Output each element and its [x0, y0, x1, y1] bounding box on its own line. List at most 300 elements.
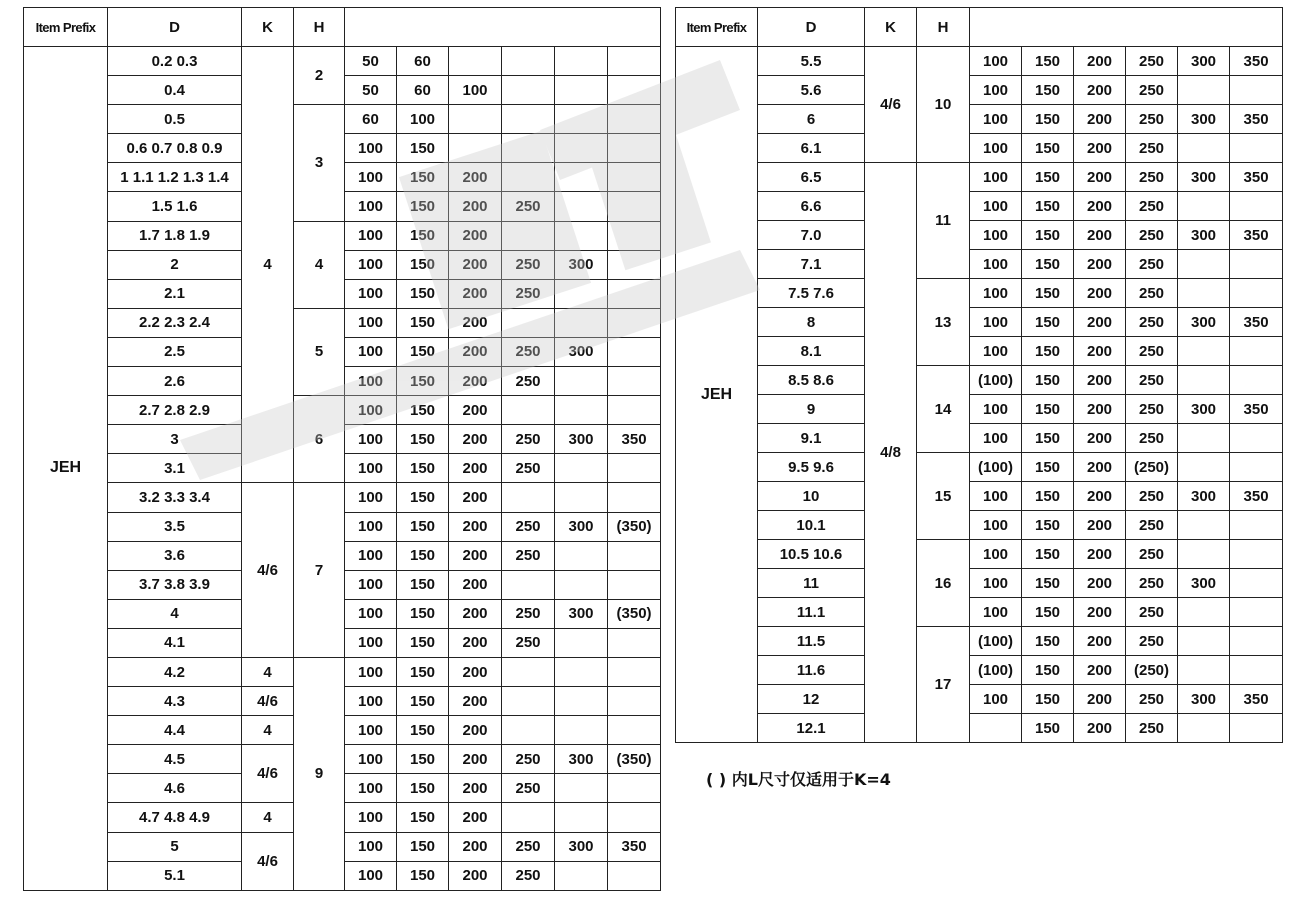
d-cell: 11.6	[758, 656, 865, 685]
l-value-cell: 200	[1074, 511, 1126, 540]
l-value-cell: 100	[345, 221, 397, 250]
l-value-cell: 100	[345, 832, 397, 861]
l-value-cell	[1230, 250, 1283, 279]
l-value-cell: 150	[397, 163, 449, 192]
l-value-cell: 350	[1230, 685, 1283, 714]
header-d: D	[108, 8, 242, 47]
l-value-cell	[502, 716, 555, 745]
l-value-cell	[1178, 656, 1230, 685]
l-value-cell: 150	[1022, 656, 1074, 685]
d-cell: 6.1	[758, 134, 865, 163]
l-value-cell	[608, 570, 661, 599]
l-value-cell: 150	[397, 221, 449, 250]
header-d: D	[758, 8, 865, 47]
l-value-cell: 100	[345, 541, 397, 570]
l-value-cell: 200	[1074, 279, 1126, 308]
d-cell: 12	[758, 685, 865, 714]
l-value-cell: 150	[1022, 395, 1074, 424]
l-value-cell	[1230, 279, 1283, 308]
l-value-cell: 150	[397, 599, 449, 628]
l-value-cell: (250)	[1126, 453, 1178, 482]
l-value-cell: 60	[397, 47, 449, 76]
l-value-cell: 150	[1022, 221, 1074, 250]
l-value-cell: 50	[345, 76, 397, 105]
l-value-cell	[1178, 250, 1230, 279]
l-value-cell: 200	[1074, 192, 1126, 221]
l-value-cell: 200	[1074, 76, 1126, 105]
l-value-cell: (100)	[970, 453, 1022, 482]
l-value-cell	[1230, 569, 1283, 598]
l-value-cell: 200	[449, 657, 502, 686]
h-cell: 5	[294, 308, 345, 395]
d-cell: 0.5	[108, 105, 242, 134]
d-cell: 3.5	[108, 512, 242, 541]
l-value-cell: 200	[1074, 424, 1126, 453]
l-value-cell	[449, 47, 502, 76]
table-row	[676, 598, 1283, 627]
l-value-cell: 250	[1126, 540, 1178, 569]
l-value-cell: 300	[1178, 685, 1230, 714]
l-value-cell: 150	[397, 337, 449, 366]
l-value-cell	[1178, 192, 1230, 221]
table-row	[676, 192, 1283, 221]
l-value-cell	[1178, 279, 1230, 308]
l-value-cell: 100	[970, 163, 1022, 192]
l-value-cell	[1178, 424, 1230, 453]
l-value-cell: 300	[1178, 395, 1230, 424]
l-value-cell: 150	[397, 134, 449, 163]
l-value-cell: 200	[449, 454, 502, 483]
l-value-cell: 60	[345, 105, 397, 134]
l-value-cell: 150	[1022, 250, 1074, 279]
l-value-cell	[502, 483, 555, 512]
l-value-cell: (350)	[608, 745, 661, 774]
l-value-cell: 250	[1126, 308, 1178, 337]
l-value-cell	[1178, 76, 1230, 105]
l-value-cell	[502, 105, 555, 134]
h-cell: 15	[917, 453, 970, 540]
l-value-cell: 250	[1126, 221, 1178, 250]
l-value-cell: 100	[345, 599, 397, 628]
l-value-cell	[970, 714, 1022, 743]
d-cell: 4.5	[108, 745, 242, 774]
h-cell: 3	[294, 105, 345, 221]
l-value-cell: 350	[1230, 308, 1283, 337]
d-cell: 2.7 2.8 2.9	[108, 396, 242, 425]
header-h: H	[294, 8, 345, 47]
table-row	[676, 540, 1283, 569]
l-value-cell: 150	[1022, 105, 1074, 134]
l-value-cell: 250	[502, 512, 555, 541]
footnote: ( ) 内L尺寸仅适用于K=4	[706, 770, 891, 789]
l-value-cell: 250	[502, 832, 555, 861]
table-row	[676, 250, 1283, 279]
l-value-cell: 150	[1022, 76, 1074, 105]
table-row	[24, 396, 661, 425]
h-cell: 6	[294, 396, 345, 483]
l-value-cell: 150	[1022, 308, 1074, 337]
l-value-cell: 100	[345, 396, 397, 425]
l-value-cell: 350	[1230, 221, 1283, 250]
k-cell: 4/6	[242, 745, 294, 803]
l-value-cell: 250	[1126, 685, 1178, 714]
l-value-cell: 250	[502, 599, 555, 628]
l-value-cell: 300	[1178, 105, 1230, 134]
l-value-cell: 200	[1074, 540, 1126, 569]
l-value-cell	[608, 221, 661, 250]
l-value-cell	[1178, 714, 1230, 743]
l-value-cell: 150	[1022, 627, 1074, 656]
l-value-cell	[555, 657, 608, 686]
table-row	[24, 657, 661, 686]
table-row	[676, 47, 1283, 76]
l-value-cell: 150	[397, 367, 449, 396]
l-value-cell: 200	[1074, 47, 1126, 76]
l-value-cell: 150	[397, 512, 449, 541]
l-value-cell	[555, 134, 608, 163]
table-row	[676, 105, 1283, 134]
l-value-cell	[608, 47, 661, 76]
l-value-cell: 200	[1074, 163, 1126, 192]
l-value-cell: 300	[555, 599, 608, 628]
l-value-cell: 100	[345, 745, 397, 774]
l-value-cell: 150	[397, 861, 449, 890]
l-value-cell: 100	[345, 308, 397, 337]
l-value-cell	[502, 76, 555, 105]
l-value-cell: 150	[1022, 134, 1074, 163]
d-cell: 8	[758, 308, 865, 337]
l-value-cell: 150	[1022, 598, 1074, 627]
d-cell: 5.1	[108, 861, 242, 890]
d-cell: 6.6	[758, 192, 865, 221]
l-value-cell: 150	[1022, 511, 1074, 540]
l-value-cell: 350	[1230, 105, 1283, 134]
l-value-cell: 200	[1074, 714, 1126, 743]
l-value-cell	[1230, 627, 1283, 656]
l-value-cell	[608, 76, 661, 105]
l-value-cell	[555, 367, 608, 396]
table-row	[676, 395, 1283, 424]
d-cell: 6.5	[758, 163, 865, 192]
d-cell: 7.1	[758, 250, 865, 279]
table-row	[676, 482, 1283, 511]
l-value-cell	[608, 628, 661, 657]
l-value-cell: 150	[1022, 685, 1074, 714]
h-cell: 13	[917, 279, 970, 366]
h-cell: 10	[917, 47, 970, 163]
l-value-cell: 100	[970, 250, 1022, 279]
l-value-cell: 100	[970, 540, 1022, 569]
l-value-cell	[1230, 511, 1283, 540]
l-value-cell: 200	[1074, 395, 1126, 424]
d-cell: 3.7 3.8 3.9	[108, 570, 242, 599]
l-value-cell: 100	[970, 47, 1022, 76]
d-cell: 4.7 4.8 4.9	[108, 803, 242, 832]
d-cell: 9.5 9.6	[758, 453, 865, 482]
l-value-cell: 300	[555, 512, 608, 541]
l-value-cell: 200	[449, 628, 502, 657]
l-value-cell: 100	[970, 685, 1022, 714]
l-value-cell	[502, 657, 555, 686]
l-value-cell: 150	[1022, 453, 1074, 482]
l-value-cell: 200	[1074, 337, 1126, 366]
l-value-cell	[1230, 540, 1283, 569]
d-cell: 7.0	[758, 221, 865, 250]
l-value-cell	[1230, 76, 1283, 105]
l-value-cell: 350	[1230, 482, 1283, 511]
l-value-cell: 100	[970, 76, 1022, 105]
l-value-cell: 100	[970, 598, 1022, 627]
table-row	[676, 569, 1283, 598]
l-value-cell: 200	[449, 599, 502, 628]
l-value-cell: 100	[345, 687, 397, 716]
l-value-cell: 250	[502, 454, 555, 483]
d-cell: 0.2 0.3	[108, 47, 242, 76]
l-value-cell: 250	[1126, 163, 1178, 192]
header-h: H	[917, 8, 970, 47]
l-value-cell	[1230, 656, 1283, 685]
d-cell: 3.1	[108, 454, 242, 483]
l-value-cell	[608, 337, 661, 366]
right-spec-table	[675, 7, 1283, 743]
l-value-cell: 150	[397, 803, 449, 832]
l-value-cell: 150	[397, 716, 449, 745]
l-value-cell	[555, 861, 608, 890]
table-row	[676, 366, 1283, 395]
l-value-cell	[502, 396, 555, 425]
l-value-cell: 200	[449, 279, 502, 308]
l-value-cell: 150	[397, 250, 449, 279]
l-value-cell: 100	[970, 569, 1022, 598]
d-cell: 11.1	[758, 598, 865, 627]
table-row	[24, 105, 661, 134]
l-value-cell: 100	[345, 134, 397, 163]
l-value-cell	[608, 396, 661, 425]
l-value-cell: 300	[1178, 221, 1230, 250]
l-value-cell: 100	[345, 337, 397, 366]
k-cell: 4/6	[865, 47, 917, 163]
l-value-cell	[555, 396, 608, 425]
l-value-cell	[1230, 192, 1283, 221]
l-value-cell: 200	[1074, 598, 1126, 627]
l-value-cell: 250	[502, 628, 555, 657]
l-value-cell: 350	[1230, 47, 1283, 76]
l-value-cell: (100)	[970, 366, 1022, 395]
l-value-cell: 250	[1126, 47, 1178, 76]
l-value-cell: 150	[397, 454, 449, 483]
l-value-cell: 100	[345, 454, 397, 483]
l-value-cell: 200	[449, 192, 502, 221]
l-value-cell: 200	[1074, 105, 1126, 134]
d-cell: 12.1	[758, 714, 865, 743]
l-value-cell: 200	[449, 716, 502, 745]
l-value-cell: 250	[502, 861, 555, 890]
l-value-cell	[555, 541, 608, 570]
l-value-cell: 100	[970, 279, 1022, 308]
l-value-cell: 150	[1022, 482, 1074, 511]
table-row	[676, 134, 1283, 163]
table-row	[676, 76, 1283, 105]
l-value-cell: 100	[345, 628, 397, 657]
h-cell: 17	[917, 627, 970, 743]
l-value-cell	[608, 454, 661, 483]
l-value-cell: 250	[1126, 627, 1178, 656]
l-value-cell: 100	[970, 134, 1022, 163]
d-cell: 11	[758, 569, 865, 598]
l-value-cell	[555, 628, 608, 657]
l-value-cell: 250	[502, 745, 555, 774]
l-value-cell: (350)	[608, 512, 661, 541]
d-cell: 4.6	[108, 774, 242, 803]
l-value-cell	[608, 541, 661, 570]
l-value-cell: 250	[1126, 482, 1178, 511]
l-value-cell: 300	[1178, 569, 1230, 598]
l-value-cell: 350	[1230, 395, 1283, 424]
l-value-cell: 100	[345, 163, 397, 192]
l-value-cell: 100	[970, 308, 1022, 337]
header-row	[676, 8, 1283, 47]
l-value-cell: 100	[970, 482, 1022, 511]
l-value-cell: 250	[1126, 395, 1178, 424]
l-value-cell: 200	[449, 541, 502, 570]
l-value-cell: 100	[397, 105, 449, 134]
item-prefix-cell: JEH	[24, 47, 108, 891]
l-value-cell: 200	[1074, 482, 1126, 511]
l-value-cell: 200	[1074, 134, 1126, 163]
l-value-cell: 250	[1126, 714, 1178, 743]
l-value-cell: 250	[1126, 192, 1178, 221]
l-value-cell	[1178, 366, 1230, 395]
l-value-cell	[555, 308, 608, 337]
d-cell: 3.6	[108, 541, 242, 570]
l-value-cell: 200	[449, 308, 502, 337]
l-value-cell: 300	[555, 425, 608, 454]
l-value-cell: (100)	[970, 656, 1022, 685]
l-value-cell: 300	[555, 745, 608, 774]
l-value-cell: 300	[555, 337, 608, 366]
left-spec-table	[23, 7, 661, 891]
d-cell: 1.5 1.6	[108, 192, 242, 221]
l-value-cell: 250	[502, 367, 555, 396]
d-cell: 0.6 0.7 0.8 0.9	[108, 134, 242, 163]
l-value-cell	[502, 163, 555, 192]
header-l-area	[970, 8, 1283, 47]
d-cell: 2.6	[108, 367, 242, 396]
l-value-cell: 200	[449, 396, 502, 425]
d-cell: 4	[108, 599, 242, 628]
l-value-cell	[608, 163, 661, 192]
l-value-cell	[555, 454, 608, 483]
l-value-cell	[555, 279, 608, 308]
l-value-cell: 150	[397, 745, 449, 774]
table-row	[676, 714, 1283, 743]
l-value-cell: 200	[1074, 308, 1126, 337]
l-value-cell: 200	[1074, 453, 1126, 482]
table-row	[676, 337, 1283, 366]
table-row	[676, 221, 1283, 250]
l-value-cell: 300	[1178, 163, 1230, 192]
l-value-cell	[555, 716, 608, 745]
table-row	[24, 483, 661, 512]
l-value-cell	[1230, 134, 1283, 163]
l-value-cell: 150	[1022, 47, 1074, 76]
k-cell: 4/6	[242, 832, 294, 890]
l-value-cell: 100	[345, 250, 397, 279]
l-value-cell	[608, 657, 661, 686]
l-value-cell	[608, 134, 661, 163]
header-k: K	[242, 8, 294, 47]
d-cell: 4.2	[108, 657, 242, 686]
k-cell: 4	[242, 716, 294, 745]
l-value-cell: 100	[970, 337, 1022, 366]
l-value-cell: 350	[1230, 163, 1283, 192]
k-cell: 4	[242, 803, 294, 832]
k-cell: 4	[242, 657, 294, 686]
d-cell: 5.5	[758, 47, 865, 76]
l-value-cell	[555, 687, 608, 716]
l-value-cell: 200	[1074, 685, 1126, 714]
l-value-cell: (350)	[608, 599, 661, 628]
h-cell: 11	[917, 163, 970, 279]
l-value-cell	[1230, 424, 1283, 453]
l-value-cell	[608, 861, 661, 890]
l-value-cell: 100	[345, 192, 397, 221]
l-value-cell: 100	[970, 192, 1022, 221]
l-value-cell	[449, 105, 502, 134]
d-cell: 5.6	[758, 76, 865, 105]
l-value-cell: 150	[397, 279, 449, 308]
l-value-cell	[555, 803, 608, 832]
l-value-cell: 150	[1022, 279, 1074, 308]
l-value-cell: 250	[1126, 424, 1178, 453]
l-value-cell: 150	[1022, 540, 1074, 569]
table-row	[676, 627, 1283, 656]
d-cell: 8.5 8.6	[758, 366, 865, 395]
l-value-cell: 150	[1022, 163, 1074, 192]
h-cell: 9	[294, 657, 345, 890]
header-l-area	[345, 8, 661, 47]
l-value-cell: 250	[1126, 250, 1178, 279]
l-value-cell	[608, 192, 661, 221]
l-value-cell: 250	[502, 774, 555, 803]
l-value-cell: 200	[449, 512, 502, 541]
l-value-cell: 100	[345, 512, 397, 541]
l-value-cell: 200	[1074, 627, 1126, 656]
l-value-cell: 100	[449, 76, 502, 105]
l-value-cell: 200	[1074, 221, 1126, 250]
l-value-cell: 250	[1126, 134, 1178, 163]
d-cell: 10.1	[758, 511, 865, 540]
l-value-cell: 100	[970, 424, 1022, 453]
l-value-cell: 150	[397, 570, 449, 599]
l-value-cell	[1230, 598, 1283, 627]
d-cell: 1.7 1.8 1.9	[108, 221, 242, 250]
l-value-cell	[1178, 453, 1230, 482]
l-value-cell: 100	[345, 425, 397, 454]
d-cell: 2	[108, 250, 242, 279]
l-value-cell: 100	[345, 570, 397, 599]
l-value-cell: 150	[397, 657, 449, 686]
l-value-cell: 150	[397, 541, 449, 570]
table-row	[676, 656, 1283, 685]
table-row	[676, 685, 1283, 714]
header-item-prefix: Item Prefix	[24, 8, 108, 47]
d-cell: 4.1	[108, 628, 242, 657]
d-cell: 2.2 2.3 2.4	[108, 308, 242, 337]
l-value-cell	[608, 250, 661, 279]
l-value-cell: 100	[345, 716, 397, 745]
l-value-cell: 200	[449, 221, 502, 250]
